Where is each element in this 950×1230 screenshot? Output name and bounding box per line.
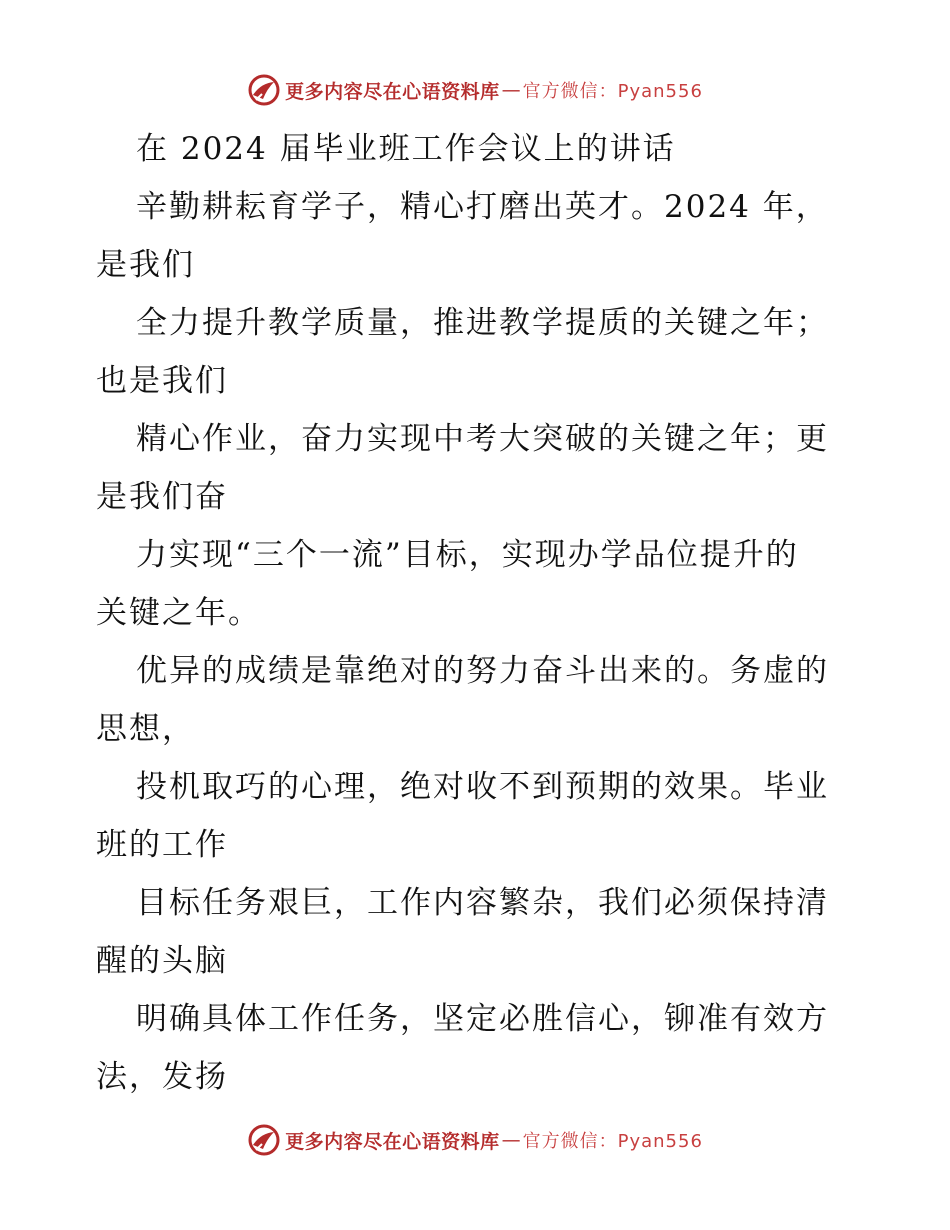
doc-line-2: 辛勤耕耘育学子，精心打磨出英才。2024 年， bbox=[136, 189, 829, 225]
doc-line-9: 关键之年。 bbox=[96, 595, 261, 631]
doc-line-6: 精心作业，奋力实现中考大突破的关键之年；更 bbox=[136, 421, 829, 457]
doc-line-3: 是我们 bbox=[96, 247, 195, 283]
doc-line-7: 是我们奋 bbox=[96, 479, 228, 515]
doc-line-8: 力实现“三个一流”目标，实现办学品位提升的 bbox=[136, 537, 799, 573]
doc-line-14: 目标任务艰巨，工作内容繁杂，我们必须保持清 bbox=[136, 885, 829, 921]
doc-line-17: 法，发扬 bbox=[96, 1059, 228, 1095]
banner-wechat: 官方微信：Pyan556 bbox=[522, 81, 703, 102]
doc-line-15: 醒的头脑 bbox=[96, 943, 228, 979]
pen-logo-icon bbox=[247, 73, 281, 107]
pen-logo-icon bbox=[247, 1123, 281, 1157]
doc-line-4: 全力提升教学质量，推进教学提质的关键之年； bbox=[136, 305, 829, 341]
banner-text: 更多内容尽在心语资料库 bbox=[285, 80, 500, 103]
doc-line-12: 投机取巧的心理，绝对收不到预期的效果。毕业 bbox=[136, 769, 829, 805]
doc-line-11: 思想， bbox=[96, 711, 195, 747]
doc-line-16: 明确具体工作任务，坚定必胜信心，铆准有效方 bbox=[136, 1001, 829, 1037]
banner-separator: — bbox=[501, 79, 521, 101]
banner-wechat: 官方微信：Pyan556 bbox=[522, 1131, 703, 1152]
doc-line-13: 班的工作 bbox=[96, 827, 228, 863]
banner-separator: — bbox=[501, 1129, 521, 1151]
doc-line-5: 也是我们 bbox=[96, 363, 228, 399]
doc-line-10: 优异的成绩是靠绝对的努力奋斗出来的。务虚的 bbox=[136, 653, 829, 689]
banner-text: 更多内容尽在心语资料库 bbox=[285, 1130, 500, 1153]
document-body bbox=[96, 120, 856, 1106]
header-banner bbox=[0, 70, 950, 110]
doc-line-1: 在 2024 届毕业班工作会议上的讲话 bbox=[136, 131, 676, 167]
footer-banner bbox=[0, 1120, 950, 1160]
